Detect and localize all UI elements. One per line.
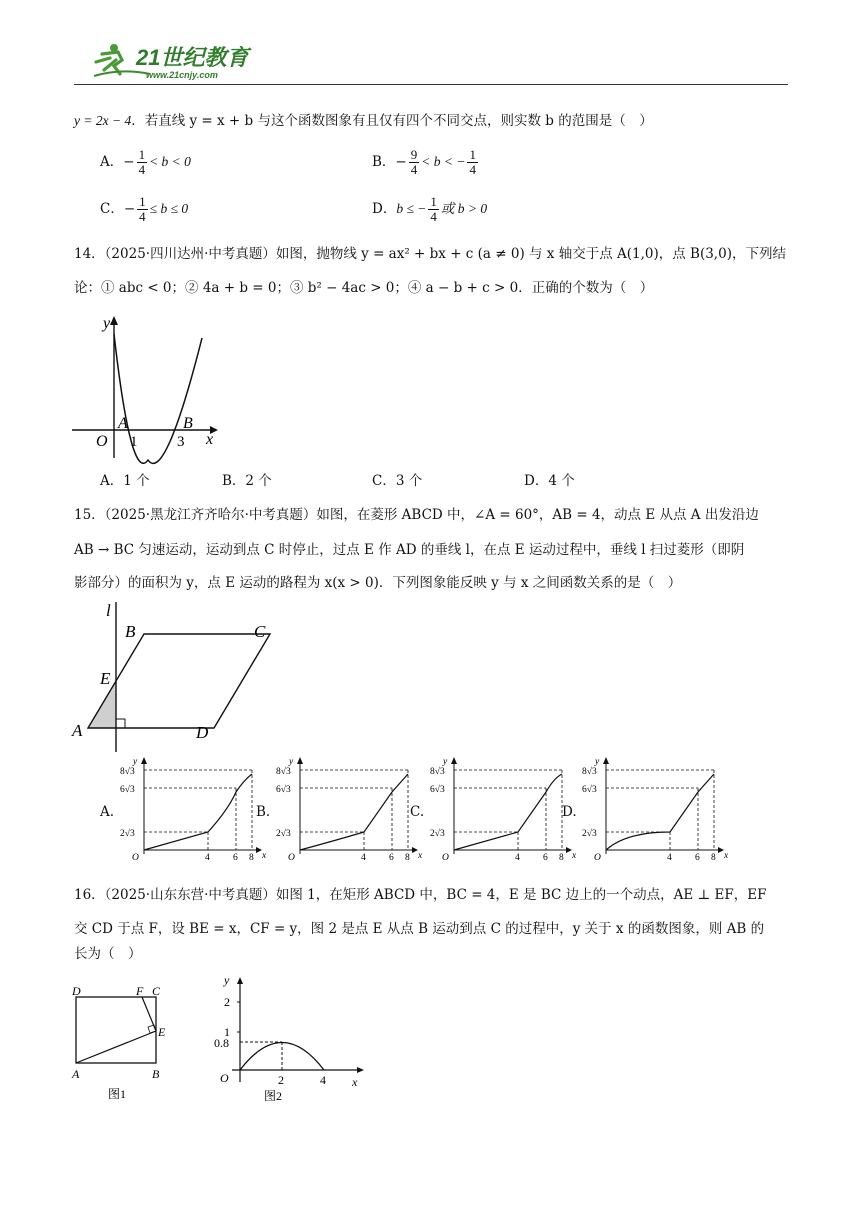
q15-graph-label: 4: [205, 853, 210, 863]
q15-graph-label: 4: [361, 853, 366, 863]
svg-text:图1: 图1: [108, 1087, 127, 1101]
svg-text:4: 4: [320, 1073, 326, 1087]
q15-graph-label: 8√3: [582, 767, 597, 777]
q15-graph-label: 8: [249, 853, 254, 863]
svg-text:y: y: [224, 973, 230, 987]
svg-text:2: 2: [224, 995, 230, 1009]
q15-graph-label: 8: [559, 853, 564, 863]
q15-stem-line-2: AB → BC 匀速运动，运动到点 C 时停止，过点 E 作 AD 的垂线 l，在点 E 运动过程中，垂线 l 扫过菱形（即阴: [74, 542, 745, 558]
q15-graph-label: 6√3: [120, 785, 135, 795]
q15-option-label: B.: [256, 804, 271, 820]
q15-graph-label: 4: [515, 853, 520, 863]
q15-graph-label: O: [442, 853, 449, 863]
q15-graph-label: 8√3: [276, 767, 291, 777]
q14-option-c[interactable]: C．3 个: [372, 473, 423, 489]
q16-figure-1: [68, 982, 178, 1102]
q15-graph-label: 2√3: [430, 829, 445, 839]
q13-option-a[interactable]: A．− $\frac{1}{4}$ < b < 0: [100, 147, 191, 177]
svg-text:F: F: [136, 984, 144, 998]
q15-graph-label: O: [132, 853, 139, 863]
svg-text:A: A: [72, 721, 83, 740]
q15-option-graph: [114, 754, 267, 863]
q15-graph-label: O: [288, 853, 295, 863]
q14-option-a[interactable]: A．1 个: [100, 473, 150, 489]
logo-main-text: 21世纪教育: [136, 45, 249, 70]
q15-graph-label: O: [594, 853, 601, 863]
q13-option-b[interactable]: B．− $\frac{9}{4}$ < b < − $\frac{1}{4}$: [372, 147, 476, 177]
svg-text:O: O: [96, 433, 108, 450]
svg-text:l: l: [106, 601, 111, 620]
q13-equation: y = 2x − 4: [74, 113, 132, 128]
site-logo: [92, 40, 262, 82]
svg-text:1: 1: [130, 434, 138, 450]
q14-stem-line-2: 论：① abc < 0；② 4a + b = 0；③ b² − 4ac > 0；④ a − b + c > 0．正确的个数为（ ）: [74, 280, 654, 296]
svg-text:C: C: [254, 622, 266, 641]
q16-stem-line-2: 交 CD 于点 F，设 BE = x，CF = y，图 2 是点 E 从点 B 运动到点 C 的过程中，y 关于 x 的函数图象，则 AB 的: [74, 921, 765, 937]
q15-graph-label: x: [418, 851, 423, 861]
svg-text:B: B: [125, 622, 136, 641]
svg-text:2: 2: [278, 1073, 284, 1087]
q15-graph-label: 6: [389, 853, 394, 863]
q15-graph-label: 8√3: [430, 767, 445, 777]
q16-stem-line-1: 16．（2025·山东东营·中考真题）如图 1，在矩形 ABCD 中，BC = 4，E 是 BC 边上的一个动点，AE ⊥ EF，EF: [74, 887, 767, 903]
svg-text:D: D: [72, 984, 81, 998]
svg-text:E: E: [100, 669, 111, 688]
svg-text:A: A: [72, 1067, 80, 1081]
q15-graph-label: 6: [233, 853, 238, 863]
svg-text:1: 1: [224, 1025, 230, 1039]
svg-text:x: x: [206, 431, 214, 448]
q14-option-b[interactable]: B．2 个: [222, 473, 272, 489]
svg-text:O: O: [220, 1071, 229, 1085]
svg-text:D: D: [196, 723, 209, 742]
q13-stem: ．若直线 y = x + b 与这个函数图象有且仅有四个不同交点，则实数 b 的范围是（ ）: [131, 113, 653, 129]
svg-text:0.8: 0.8: [214, 1036, 229, 1050]
svg-text:A: A: [118, 415, 128, 432]
q15-graph-label: 6√3: [430, 785, 445, 795]
q15-option-label: C.: [410, 804, 425, 820]
svg-text:B: B: [152, 1067, 160, 1081]
q15-stem-line-3: 影部分）的面积为 y，点 E 运动的路程为 x(x > 0)．下列图象能反映 y 与 x 之间函数关系的是（ ）: [74, 575, 682, 591]
q15-graph-label: x: [724, 851, 729, 861]
q15-option-label: A.: [100, 804, 115, 820]
q15-graph-label: y: [289, 757, 294, 767]
q15-graph-label: 6: [543, 853, 548, 863]
svg-text:B: B: [183, 415, 193, 432]
q15-graph-label: 8: [405, 853, 410, 863]
q15-graph-label: 2√3: [276, 829, 291, 839]
q15-graph-label: 8√3: [120, 767, 135, 777]
q15-graph-label: 6: [695, 853, 700, 863]
q16-stem-line-3: 长为（ ）: [74, 946, 142, 962]
svg-text:C: C: [152, 984, 161, 998]
q15-graph-label: y: [133, 757, 138, 767]
q15-option-graph: [270, 754, 423, 863]
q15-graph-label: 8: [711, 853, 716, 863]
q15-option-label: D.: [562, 804, 577, 820]
q13-option-c[interactable]: C．− $\frac{1}{4}$ ≤ b ≤ 0: [100, 194, 189, 224]
header-divider: [74, 84, 788, 85]
q15-graph-label: y: [595, 757, 600, 767]
q15-graph-label: x: [572, 851, 577, 861]
q15-option-graph: [576, 754, 729, 863]
svg-text:E: E: [158, 1025, 166, 1039]
q15-graph-label: x: [262, 851, 267, 861]
q14-option-d[interactable]: D．4 个: [524, 473, 575, 489]
q15-graph-label: 6√3: [276, 785, 291, 795]
q15-rhombus-figure: [68, 598, 288, 756]
q15-graph-label: 6√3: [582, 785, 597, 795]
q16-figure-2: [204, 970, 372, 1104]
q14-parabola-figure: [70, 312, 230, 462]
q15-option-graph: [424, 754, 577, 863]
svg-text:y: y: [103, 315, 111, 332]
q15-graph-label: y: [443, 757, 448, 767]
q15-graph-label: 2√3: [120, 829, 135, 839]
q15-graph-label: 2√3: [582, 829, 597, 839]
svg-text:3: 3: [177, 434, 185, 450]
q13-option-d[interactable]: D．b ≤ − $\frac{1}{4}$ 或 b > 0: [372, 194, 488, 224]
svg-text:图2: 图2: [264, 1089, 283, 1103]
svg-text:x: x: [352, 1075, 358, 1089]
q15-graph-label: 4: [667, 853, 672, 863]
q15-stem-line-1: 15．（2025·黑龙江齐齐哈尔·中考真题）如图，在菱形 ABCD 中，∠A = 60°，AB = 4，动点 E 从点 A 出发沿边: [74, 507, 759, 523]
q14-stem-line-1: 14．（2025·四川达州·中考真题）如图，抛物线 y = ax² + bx + c (a ≠ 0) 与 x 轴交于点 A(1,0)，点 B(3,0)，下列结: [74, 246, 786, 262]
logo-url-text: www.21cnjy.com: [146, 70, 218, 80]
